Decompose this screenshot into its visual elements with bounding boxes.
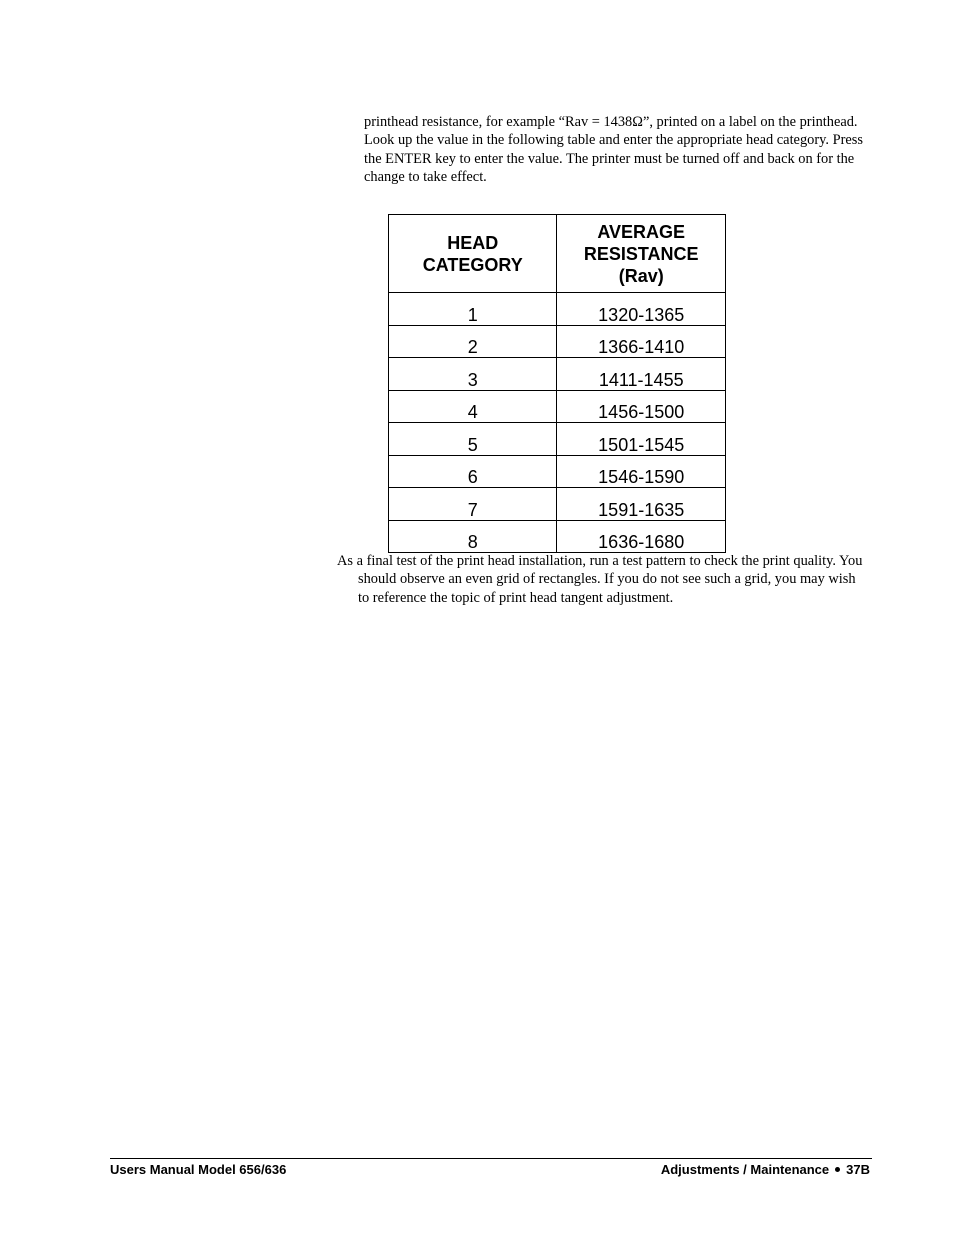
cell-resistance: 1411-1455	[557, 358, 726, 391]
cell-category: 7	[389, 488, 557, 521]
table-row	[389, 455, 726, 488]
table-row	[389, 488, 726, 521]
header-resistance-line1: AVERAGE	[597, 222, 686, 242]
table-row	[389, 293, 726, 326]
header-resistance-line3: (Rav)	[618, 266, 664, 286]
header-average-resistance	[557, 215, 726, 293]
cell-resistance: 1366-1410	[557, 325, 726, 358]
header-head-line1: HEAD	[447, 233, 499, 253]
cell-category: 5	[389, 423, 557, 456]
cell-resistance: 1636-1680	[557, 520, 726, 553]
table-header-row	[389, 215, 726, 293]
table-row	[389, 358, 726, 391]
table-row	[389, 390, 726, 423]
footer-manual-title: Users Manual Model 656/636	[110, 1162, 287, 1177]
final-test-text: As a final test of the print head installation, run a test pattern to check the print quality. You should observe an even grid of rectangles. If you do not see such a grid, you may wish to reference the topic of print head tangent adjustment.	[337, 553, 863, 606]
table-row	[389, 325, 726, 358]
cell-category: 4	[389, 390, 557, 423]
table-row	[389, 520, 726, 553]
header-head-line2: CATEGORY	[422, 255, 523, 275]
cell-resistance: 1456-1500	[557, 390, 726, 423]
cell-category: 8	[389, 520, 557, 553]
cell-category: 2	[389, 325, 557, 358]
cell-category: 1	[389, 293, 557, 326]
cell-category: 3	[389, 358, 557, 391]
intro-paragraph	[364, 113, 864, 186]
header-head-category	[389, 215, 557, 293]
cell-resistance: 1320-1365	[557, 293, 726, 326]
header-resistance-line2: RESISTANCE	[583, 244, 699, 264]
bullet-icon	[835, 1167, 840, 1172]
final-test-paragraph	[337, 552, 867, 607]
table-row	[389, 423, 726, 456]
footer-section-page	[661, 1162, 870, 1178]
footer-page-number: 37B	[846, 1162, 870, 1177]
cell-category: 6	[389, 455, 557, 488]
intro-text: printhead resistance, for example “Rav = 1438Ω”, printed on a label on the printhead. Look up the value in the following table and enter the appropriate head category. Press the ENTER key to enter the value. The printer must be turned off and back on for the change to take effect.	[364, 114, 863, 185]
footer-section-title: Adjustments / Maintenance	[660, 1162, 830, 1177]
footer-divider	[110, 1158, 872, 1159]
cell-resistance: 1546-1590	[557, 455, 726, 488]
head-category-table	[388, 214, 726, 553]
cell-resistance: 1501-1545	[557, 423, 726, 456]
cell-resistance: 1591-1635	[557, 488, 726, 521]
